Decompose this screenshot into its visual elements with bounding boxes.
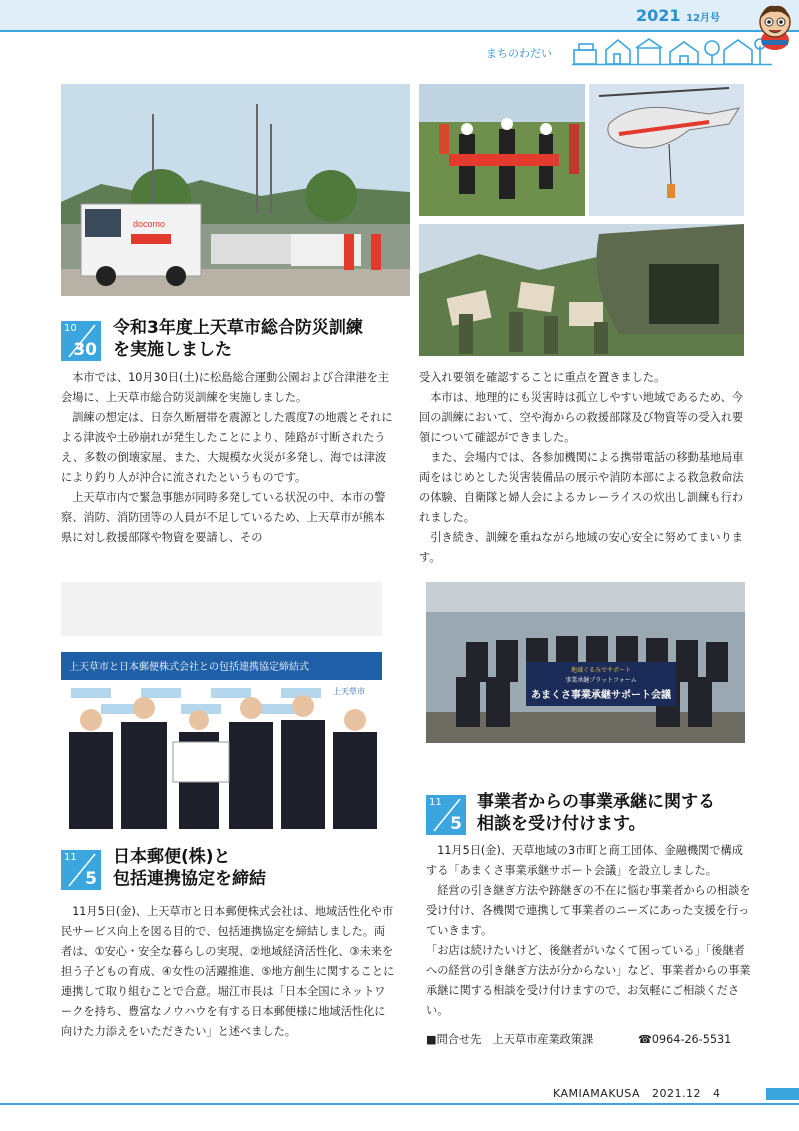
article2-title-line1: 日本郵便(株)と: [113, 847, 231, 867]
article3-title-line2: 相談を受け付けます。: [477, 814, 646, 834]
header-rule: [0, 30, 799, 32]
article3-para: 経営の引き継ぎ方法や跡継ぎの不在に悩む事業者からの相談を受け付け、各機関で連携して事業者のニーズにあった支援を行っていきます。: [426, 884, 751, 937]
meeting-banner-small2: 事業承継プラットフォーム: [565, 677, 637, 684]
article3-date-badge: [426, 795, 466, 835]
article2-title: [113, 846, 393, 890]
article1-left-para: 上天草市内で緊急事態が同時多発している状況の中、本市の警察、消防、消防団等の人員が不足しているため、上天草市が熊本県に対し救援部隊や物資を要請し、その: [61, 491, 386, 544]
article1-body-left: [61, 368, 395, 548]
article1-date-day: 30: [73, 340, 97, 360]
disaster-drill-vehicles-photo: [61, 84, 410, 296]
footer-rule: [0, 1103, 799, 1105]
article2-body: [61, 902, 395, 1042]
issue-month: 12月号: [686, 13, 721, 24]
article3-title-line1: 事業者からの事業承継に関する: [477, 792, 715, 812]
article1-body-right: [419, 368, 753, 568]
footer-accent-bar: [766, 1088, 799, 1100]
article1-title-line1: 令和3年度上天草市総合防災訓練: [113, 318, 363, 338]
article1-title: [113, 317, 413, 361]
rescue-stretcher-photo: [419, 84, 585, 216]
article2-date-month: 11: [64, 852, 77, 863]
meeting-banner-main: あまくさ事業承継サポート会議: [531, 690, 671, 701]
article1-right-para: 本市は、地理的にも災害時は孤立しやすい地域であるため、今回の訓練において、空や海からの救援部隊及び物資等の受入れ要領について確認ができました。: [419, 391, 744, 444]
japan-post-signing-photo: [61, 582, 382, 829]
footer-label: [553, 1087, 721, 1100]
article2-date-day: 5: [85, 869, 97, 889]
issue-year: 2021: [636, 6, 681, 25]
truck-sign-text: docomo: [133, 219, 166, 229]
banner-logo-text: 上天草市: [333, 687, 365, 696]
sdf-helicopter-supplies-photo: [419, 224, 744, 356]
footer-magazine: KAMIAMAKUSA: [553, 1087, 641, 1100]
article2-title-line2: 包括連携協定を締結: [113, 869, 266, 889]
article3-date-day: 5: [450, 814, 462, 834]
mascot-character-icon: [752, 0, 798, 52]
contact-phone: ☎0964-26-5531: [638, 1033, 732, 1046]
article1-right-para: 受入れ要領を確認することに重点を置きました。: [419, 371, 666, 384]
page-number: 4: [713, 1087, 721, 1100]
meeting-banner-small1: 地域ぐるみでサポート: [570, 667, 632, 674]
article1-date-month: 10: [64, 323, 77, 334]
business-succession-meeting-photo: [426, 582, 745, 743]
helicopter-rescue-photo: [589, 84, 744, 216]
article3-title: [477, 791, 777, 835]
article3-para: 11月5日(金)、天草地域の3市町と商工団体、金融機関で構成する「あまくさ事業承継サポート会議」を設立しました。: [426, 844, 743, 877]
article3-para: 「お店は続けたいけど、後継者がいなくて困っている」「後継者への経営の引き継ぎ方法が分からない」など、事業者からの事業承継に関する相談を受け付けますので、お気軽にご相談ください。: [426, 944, 751, 1017]
article2-date-badge: [61, 850, 101, 890]
article3-body: [426, 841, 752, 1021]
contact-label: ■問合せ先 上天草市産業政策課: [426, 1033, 594, 1046]
article1-title-line2: を実施しました: [113, 340, 232, 360]
article1-right-para: また、会場内では、各参加機関による携帯電話の移動基地局車両をはじめとした災害装備品の展示や消防本部による救急救命法の体験、自衛隊と婦人会によるカレーライスの炊出し訓練も行われました。: [419, 451, 744, 524]
article3-date-month: 11: [429, 797, 442, 808]
article1-left-para: 訓練の想定は、日奈久断層帯を震源とした震度7の地震とそれによる津波や土砂崩れが発生したことにより、陸路が寸断されたうえ、多数の倒壊家屋、また、大規模な火災が多発し、海では津波により釣り人が沖合に流されたというものです。: [61, 411, 393, 484]
article1-date-badge: [61, 321, 101, 361]
article2-para: 11月5日(金)、上天草市と日本郵便株式会社は、地域活性化や市民サービス向上を図る目的で、包括連携協定を締結しました。両者は、①安心・安全な暮らしの実現、②地域経済活性化、③未来を担う子どもの育成、④女性の活躍推進、⑤地方創生に関することに連携して取り組むことで合意。堀江市長は「日本全国にネットワークを持ち、豊富なノウハウを有する日本郵便様に地域活性化に向けた力添えをいただきたい」と述べました。: [61, 905, 395, 1038]
banner-text: 上天草市と日本郵便株式会社との包括連携協定締結式: [69, 662, 309, 673]
town-houses-icon: [572, 36, 772, 66]
article1-left-para: 本市では、10月30日(土)に松島総合運動公園および合津港を主会場に、上天草市総合防災訓練を実施しました。: [61, 371, 390, 404]
issue-label: [636, 6, 720, 25]
section-label: まちのわだい: [486, 47, 552, 60]
article1-right-para: 引き続き、訓練を重ねながら地域の安心安全に努めてまいります。: [419, 531, 743, 564]
footer-issue: 2021.12: [652, 1087, 702, 1100]
